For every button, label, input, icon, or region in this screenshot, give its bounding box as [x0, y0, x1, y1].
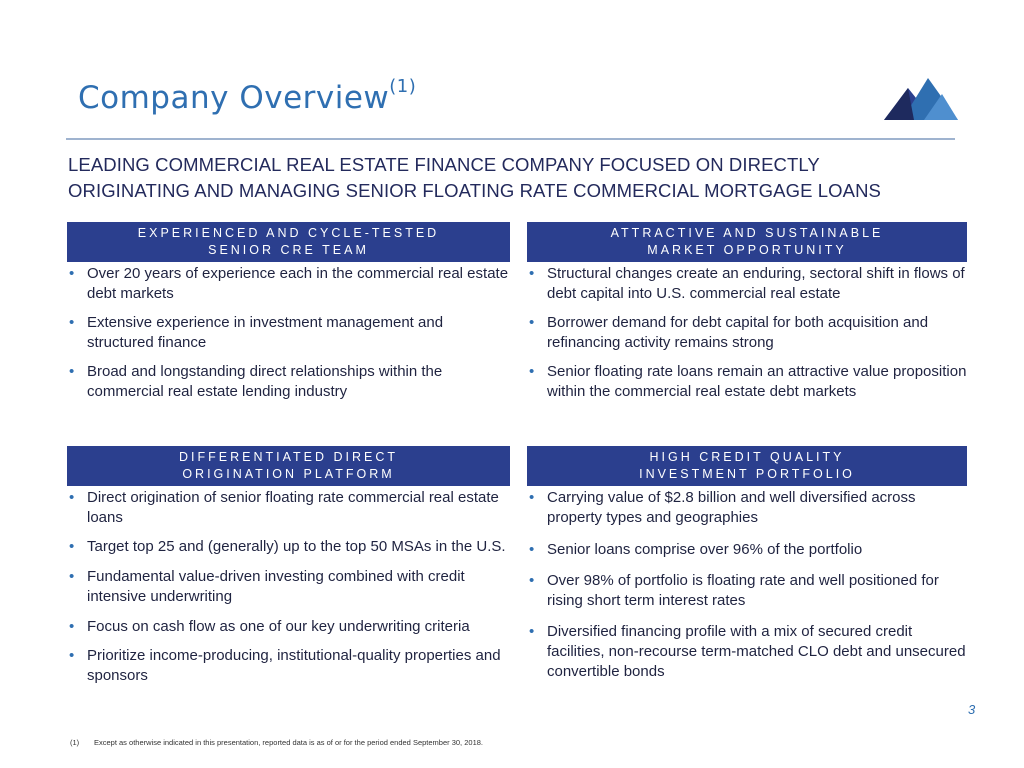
list-item: • Fundamental value-driven investing combined with credit intensive underwriting	[67, 567, 515, 607]
list-item: • Extensive experience in investment management and structured finance	[67, 313, 512, 353]
panel-header-investment-portfolio	[527, 446, 967, 486]
panel-header-line: MARKET OPPORTUNITY	[647, 243, 847, 257]
list-item: • Focus on cash flow as one of our key underwriting criteria	[67, 617, 515, 637]
list-item: • Target top 25 and (generally) up to the top 50 MSAs in the U.S.	[67, 537, 515, 557]
list-item: • Broad and longstanding direct relationships within the commercial real estate lending industry	[67, 362, 512, 402]
page-title-text: Company Overview	[78, 80, 390, 116]
list-item: • Over 98% of portfolio is floating rate and well positioned for rising short term interest rates	[527, 571, 972, 611]
page-title	[78, 76, 417, 116]
title-footnote-mark: (1)	[389, 76, 417, 97]
list-item: • Carrying value of $2.8 billion and well diversified across property types and geographies	[527, 488, 972, 528]
list-item: • Direct origination of senior floating rate commercial real estate loans	[67, 488, 515, 528]
headline-line-1: LEADING COMMERCIAL REAL ESTATE FINANCE COMPANY FOCUSED ON DIRECTLY	[68, 154, 820, 175]
headline-line-2: ORIGINATING AND MANAGING SENIOR FLOATING RATE COMMERCIAL MORTGAGE LOANS	[68, 180, 881, 201]
footnote-mark: (1)	[70, 738, 80, 747]
panel-header-line: INVESTMENT PORTFOLIO	[639, 467, 855, 481]
mountain-logo-icon	[884, 74, 958, 120]
list-item: • Diversified financing profile with a mix of secured credit facilities, non-recourse term-matched CLO debt and unsecured convertible bonds	[527, 622, 972, 682]
panel-header-line: ATTRACTIVE AND SUSTAINABLE	[610, 226, 884, 240]
panel-header-line: ORIGINATION PLATFORM	[182, 467, 395, 481]
list-item: • Structural changes create an enduring, sectoral shift in flows of debt capital into U.S. commercial real estate	[527, 264, 972, 304]
page-number: 3	[968, 702, 976, 717]
list-item: • Prioritize income-producing, institutional-quality properties and sponsors	[67, 646, 515, 686]
panel-list-market-opportunity	[527, 264, 972, 402]
list-item: • Borrower demand for debt capital for both acquisition and refinancing activity remains strong	[527, 313, 972, 353]
panel-header-line: SENIOR CRE TEAM	[208, 243, 369, 257]
headline	[68, 152, 948, 204]
footnote	[70, 738, 483, 747]
panel-list-investment-portfolio	[527, 488, 972, 682]
panel-header-line: EXPERIENCED AND CYCLE-TESTED	[137, 226, 440, 240]
panel-header-line: DIFFERENTIATED DIRECT	[178, 450, 399, 464]
panel-list-senior-team	[67, 264, 512, 402]
footnote-text: Except as otherwise indicated in this presentation, reported data is as of or for the period ended September 30, 2018.	[94, 738, 483, 747]
panel-header-market-opportunity	[527, 222, 967, 262]
panel-header-origination-platform	[67, 446, 510, 486]
panel-list-origination-platform	[67, 488, 515, 686]
panel-header-senior-team	[67, 222, 510, 262]
list-item: • Over 20 years of experience each in the commercial real estate debt markets	[67, 264, 512, 304]
list-item: • Senior floating rate loans remain an attractive value proposition within the commercial real estate debt markets	[527, 362, 972, 402]
title-divider	[66, 138, 955, 140]
list-item: • Senior loans comprise over 96% of the portfolio	[527, 540, 972, 560]
panel-header-line: HIGH CREDIT QUALITY	[649, 450, 845, 464]
